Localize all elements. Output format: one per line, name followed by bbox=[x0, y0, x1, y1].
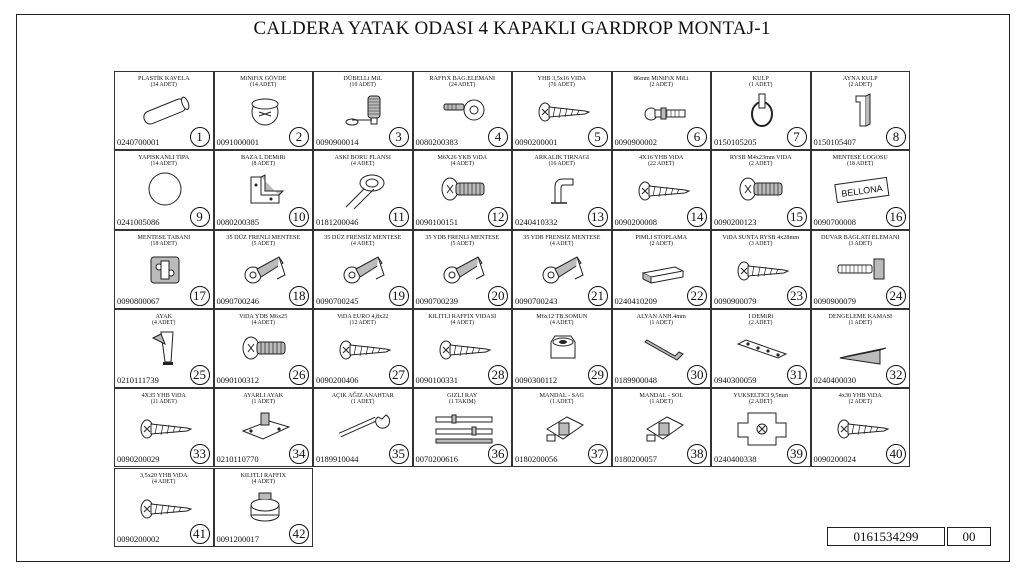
part-code: 0090200024 bbox=[813, 454, 856, 465]
part-name: GIZLI RAY bbox=[447, 392, 478, 400]
part-cell bbox=[313, 388, 413, 467]
part-code: 0090200406 bbox=[316, 375, 359, 386]
part-code: 0090200001 bbox=[515, 137, 558, 148]
part-cell bbox=[214, 150, 314, 229]
hinge-icon bbox=[531, 249, 595, 289]
screw-icon bbox=[730, 249, 794, 289]
part-cell bbox=[114, 230, 214, 309]
nut-icon bbox=[531, 328, 595, 368]
part-cell bbox=[612, 71, 712, 150]
part-cell bbox=[512, 71, 612, 150]
part-name: RAFFiX BAG.ELEMANI bbox=[429, 75, 496, 82]
ring-handle-icon bbox=[730, 90, 794, 130]
part-number-badge: 39 bbox=[787, 444, 807, 464]
part-name: BAZA L DEMiRi bbox=[241, 154, 286, 162]
page-title: CALDERA YATAK ODASI 4 KAPAKLI GARDROP MONTAJ-1 bbox=[253, 18, 771, 39]
part-quantity: (18 ADET) bbox=[847, 161, 874, 168]
part-quantity: (2 ADET) bbox=[749, 319, 773, 326]
part-number-badge: 19 bbox=[389, 286, 409, 306]
part-number-badge: 21 bbox=[588, 286, 608, 306]
part-quantity: (4 ADET) bbox=[152, 319, 176, 326]
cap-icon bbox=[133, 169, 197, 209]
part-number-badge: 23 bbox=[787, 286, 807, 306]
part-code: 0090900014 bbox=[316, 137, 359, 148]
part-cell bbox=[811, 71, 911, 150]
part-number-badge: 2 bbox=[289, 127, 309, 147]
part-code: 0090800067 bbox=[117, 295, 160, 306]
part-name: M6X26 YKB ViDA bbox=[437, 154, 488, 162]
wedge-icon bbox=[830, 328, 894, 368]
revision-number: 00 bbox=[947, 527, 991, 546]
part-cell bbox=[612, 150, 712, 229]
part-quantity: (1 ADET) bbox=[351, 399, 375, 406]
part-cell bbox=[413, 388, 513, 467]
part-number-badge: 8 bbox=[886, 127, 906, 147]
flat-bar-icon bbox=[730, 328, 794, 368]
part-code: 0090900079 bbox=[813, 295, 856, 306]
part-quantity: (1 ADET) bbox=[251, 399, 275, 406]
part-quantity: (4 ADET) bbox=[251, 478, 275, 485]
part-quantity: (3 ADET) bbox=[848, 240, 872, 247]
part-code: 0240410209 bbox=[614, 295, 657, 306]
part-quantity: (4 ADET) bbox=[351, 161, 375, 168]
part-quantity: (4 ADET) bbox=[450, 319, 474, 326]
part-cell bbox=[811, 309, 911, 388]
part-number-badge: 4 bbox=[488, 127, 508, 147]
part-name: KILITLI RAFFIX bbox=[240, 471, 287, 479]
part-cell bbox=[811, 230, 911, 309]
hinge-icon bbox=[233, 249, 297, 289]
part-name: AYNA KULP bbox=[842, 75, 878, 82]
part-name: 4X16 YHB ViDA bbox=[639, 154, 684, 162]
part-cell bbox=[114, 71, 214, 150]
part-cell bbox=[313, 230, 413, 309]
part-number-badge: 11 bbox=[389, 207, 409, 227]
part-code: 0189910044 bbox=[316, 454, 359, 465]
part-code: 0210110770 bbox=[216, 454, 259, 465]
part-quantity: (16 ADET) bbox=[548, 161, 575, 168]
part-name: 35 YDB FRENSİZ MENTESE bbox=[523, 233, 601, 241]
part-number-badge: 1 bbox=[190, 127, 210, 147]
part-cell bbox=[612, 309, 712, 388]
svg-text:BELLONA: BELLONA bbox=[840, 183, 883, 200]
part-number-badge: 5 bbox=[588, 127, 608, 147]
part-name: ViDA SUNTA RYSB 4x28mm bbox=[722, 233, 800, 241]
part-code: 0181200046 bbox=[316, 216, 359, 227]
part-name: KULP bbox=[752, 75, 769, 82]
screw-icon bbox=[133, 487, 197, 527]
part-code: 0090900079 bbox=[714, 295, 757, 306]
hinge-icon bbox=[432, 249, 496, 289]
part-cell bbox=[512, 388, 612, 467]
minifix-bolt-icon bbox=[631, 90, 695, 130]
part-number-badge: 14 bbox=[687, 207, 707, 227]
part-name: ViDA YDB M6x25 bbox=[239, 312, 288, 320]
part-quantity: (4 ADET) bbox=[550, 240, 574, 247]
part-name: DÜBELLi MiL bbox=[343, 75, 383, 82]
part-number-badge: 26 bbox=[289, 365, 309, 385]
part-cell bbox=[512, 230, 612, 309]
part-number-badge: 24 bbox=[886, 286, 906, 306]
part-cell bbox=[114, 150, 214, 229]
part-name: YUKSELTICI 9,5mm bbox=[733, 392, 789, 400]
part-name: PIMLI STOPLAMA bbox=[635, 233, 688, 241]
part-name: 4x30 YHB ViDA bbox=[838, 392, 882, 400]
part-quantity: (4 ADET) bbox=[450, 161, 474, 168]
part-cell bbox=[711, 388, 811, 467]
part-quantity: (76 ADET) bbox=[548, 82, 575, 88]
part-code: 0090700008 bbox=[813, 216, 856, 227]
part-quantity: (1 ADET) bbox=[550, 399, 574, 406]
part-number-badge: 20 bbox=[488, 286, 508, 306]
part-quantity: (24 ADET) bbox=[449, 82, 476, 88]
latch-icon bbox=[631, 407, 695, 447]
wrench-icon bbox=[332, 407, 396, 447]
part-name: 35 YDB FRENLI MENTESE bbox=[425, 233, 500, 241]
part-number-badge: 41 bbox=[190, 524, 210, 544]
part-name: ViDA EURO 4,8x22 bbox=[337, 312, 389, 320]
part-name: YAPISKANLI TIPA bbox=[138, 154, 190, 162]
part-name: MANDAL - SAG bbox=[539, 392, 584, 400]
part-quantity: (5 ADET) bbox=[251, 240, 275, 247]
part-number-badge: 31 bbox=[787, 365, 807, 385]
part-code: 0090700239 bbox=[415, 295, 458, 306]
l-bracket-icon bbox=[233, 169, 297, 209]
part-quantity: (18 ADET) bbox=[150, 240, 177, 247]
part-cell bbox=[612, 388, 712, 467]
part-name: ALYAN ANH.4mm bbox=[636, 312, 686, 320]
part-code: 0240410332 bbox=[515, 216, 558, 227]
part-code: 0090700245 bbox=[316, 295, 359, 306]
dowel-icon bbox=[133, 90, 197, 130]
part-number-badge: 29 bbox=[588, 365, 608, 385]
part-quantity: (1 ADET) bbox=[649, 399, 673, 406]
part-number-badge: 25 bbox=[190, 365, 210, 385]
document-number: 0161534299 bbox=[827, 527, 945, 546]
screw-icon bbox=[830, 407, 894, 447]
part-quantity: (4 ADET) bbox=[351, 240, 375, 247]
part-cell bbox=[512, 309, 612, 388]
part-name: MENTESE LOGOSU bbox=[832, 154, 888, 162]
screw-icon bbox=[133, 407, 197, 447]
part-code: 0240700001 bbox=[117, 137, 160, 148]
part-name: MANDAL - SOL bbox=[639, 392, 684, 400]
part-quantity: (1 ADET) bbox=[649, 319, 673, 326]
part-cell bbox=[114, 468, 214, 547]
part-number-badge: 34 bbox=[289, 444, 309, 464]
stopper-icon bbox=[631, 249, 695, 289]
part-number-badge: 9 bbox=[190, 207, 210, 227]
part-code: 0240400338 bbox=[714, 454, 757, 465]
part-cell bbox=[811, 150, 911, 229]
part-name: KILITLI RAFFIX VIDASI bbox=[428, 312, 497, 320]
part-code: 0940300059 bbox=[714, 375, 757, 386]
part-cell bbox=[214, 309, 314, 388]
latch-icon bbox=[531, 407, 595, 447]
part-code: 0091000001 bbox=[216, 137, 259, 148]
hinge-icon bbox=[332, 249, 396, 289]
part-number-badge: 17 bbox=[190, 286, 210, 306]
part-code: 0150105205 bbox=[714, 137, 757, 148]
part-quantity: (4 ADET) bbox=[550, 319, 574, 326]
part-cell bbox=[214, 388, 314, 467]
part-code: 0090900002 bbox=[614, 137, 657, 148]
part-code: 0150105407 bbox=[813, 137, 856, 148]
riser-plate-icon bbox=[730, 407, 794, 447]
part-quantity: (2 ADET) bbox=[749, 161, 773, 168]
part-cell bbox=[711, 71, 811, 150]
part-quantity: (2 ADET) bbox=[848, 82, 872, 88]
screw-icon bbox=[332, 328, 396, 368]
part-quantity: (1 TAKIM) bbox=[448, 399, 476, 406]
part-name: 35 DÜZ FRENSİZ MENTESE bbox=[324, 233, 402, 241]
hinge-plate-icon bbox=[133, 249, 197, 289]
part-code: 0180200056 bbox=[515, 454, 558, 465]
part-code: 0090300112 bbox=[515, 375, 558, 386]
bolt-icon bbox=[730, 169, 794, 209]
part-name: 35 DÜZ FRENLI MENTESE bbox=[226, 233, 301, 241]
part-cell bbox=[214, 468, 314, 547]
part-code: 0189900048 bbox=[614, 375, 657, 386]
part-number-badge: 16 bbox=[886, 207, 906, 227]
part-name: RYSB M4x23mm VIDA bbox=[729, 154, 792, 162]
part-cell bbox=[413, 230, 513, 309]
part-number-badge: 15 bbox=[787, 207, 807, 227]
part-quantity: (1 ADET) bbox=[749, 82, 773, 88]
drawer-rail-icon bbox=[432, 407, 496, 447]
bolt-icon bbox=[233, 328, 297, 368]
part-code: 0210111739 bbox=[117, 375, 159, 386]
part-number-badge: 3 bbox=[389, 127, 409, 147]
part-code: 0090200002 bbox=[117, 533, 160, 544]
part-name: YHB 3,5x16 VIDA bbox=[537, 75, 587, 82]
part-quantity: (14 ADET) bbox=[250, 82, 277, 88]
part-cell bbox=[214, 71, 314, 150]
part-code: 0090200008 bbox=[614, 216, 657, 227]
hex-key-icon bbox=[631, 328, 695, 368]
part-number-badge: 42 bbox=[289, 524, 309, 544]
part-cell bbox=[214, 230, 314, 309]
part-cell bbox=[711, 150, 811, 229]
part-quantity: (2 ADET) bbox=[749, 399, 773, 406]
screw-icon bbox=[631, 169, 695, 209]
part-cell bbox=[413, 71, 513, 150]
part-number-badge: 6 bbox=[687, 127, 707, 147]
part-quantity: (4 ADET) bbox=[251, 319, 275, 326]
bolt-icon bbox=[432, 169, 496, 209]
part-quantity: (4 ADET) bbox=[152, 478, 176, 485]
part-quantity: (5 ADET) bbox=[450, 240, 474, 247]
part-name: MiNiFiX GÖVDE bbox=[240, 75, 287, 82]
part-code: 0080200385 bbox=[216, 216, 259, 227]
part-name: ARKALIK TIRNAGI bbox=[534, 154, 590, 162]
part-quantity: (2 ADET) bbox=[848, 399, 872, 406]
part-cell bbox=[612, 230, 712, 309]
rail-flange-icon bbox=[332, 169, 396, 209]
part-name: AYARLI AYAK bbox=[243, 392, 284, 400]
logo-plate-icon bbox=[830, 169, 894, 209]
part-name: I DEMiRi bbox=[748, 312, 774, 320]
part-cell bbox=[313, 309, 413, 388]
part-code: 0240400030 bbox=[813, 375, 856, 386]
part-number-badge: 28 bbox=[488, 365, 508, 385]
part-quantity: (8 ADET) bbox=[251, 161, 275, 168]
part-code: 0090700243 bbox=[515, 295, 558, 306]
part-quantity: (2 ADET) bbox=[649, 240, 673, 247]
raffix-icon bbox=[432, 90, 496, 130]
part-number-badge: 36 bbox=[488, 444, 508, 464]
parts-grid bbox=[114, 71, 910, 547]
wall-anchor-icon bbox=[830, 249, 894, 289]
part-code: 0091200017 bbox=[216, 533, 259, 544]
part-name: 4X35 YHB ViDA bbox=[141, 392, 186, 400]
part-number-badge: 40 bbox=[886, 444, 906, 464]
part-cell bbox=[313, 150, 413, 229]
part-quantity: (22 ADET) bbox=[648, 161, 675, 168]
part-name: 3,5x20 YHB ViDA bbox=[139, 471, 188, 479]
part-name: ASKI BORU FLANSI bbox=[334, 154, 391, 162]
part-code: 0090200123 bbox=[714, 216, 757, 227]
part-code: 0090700246 bbox=[216, 295, 259, 306]
part-cell bbox=[313, 71, 413, 150]
back-clip-icon bbox=[531, 169, 595, 209]
part-quantity: (11 ADET) bbox=[150, 399, 177, 406]
part-name: 86mm MiNiFiX MiLi bbox=[633, 75, 689, 82]
part-cell bbox=[114, 388, 214, 467]
part-number-badge: 27 bbox=[389, 365, 409, 385]
part-cell bbox=[413, 309, 513, 388]
dowel-bolt-icon bbox=[332, 90, 396, 130]
part-cell bbox=[711, 309, 811, 388]
part-name: AÇIK AĞIZ ANAHTAR bbox=[331, 392, 394, 400]
mirror-handle-icon bbox=[830, 90, 894, 130]
part-cell bbox=[811, 388, 911, 467]
part-code: 0090100151 bbox=[415, 216, 458, 227]
part-quantity: (14 ADET) bbox=[150, 161, 177, 168]
part-cell bbox=[114, 309, 214, 388]
leg-icon bbox=[133, 328, 197, 368]
part-cell bbox=[711, 230, 811, 309]
part-number-badge: 7 bbox=[787, 127, 807, 147]
cam-lock-icon bbox=[233, 90, 297, 130]
part-number-badge: 33 bbox=[190, 444, 210, 464]
part-quantity: (2 ADET) bbox=[649, 82, 673, 88]
part-code: 0070200616 bbox=[415, 454, 458, 465]
part-number-badge: 37 bbox=[588, 444, 608, 464]
part-number-badge: 12 bbox=[488, 207, 508, 227]
part-name: DUVAR BAGLATI ELEMANI bbox=[820, 233, 900, 241]
part-name: MENTESE TABANI bbox=[137, 233, 191, 241]
part-quantity: (34 ADET) bbox=[150, 82, 177, 88]
part-quantity: (10 ADET) bbox=[349, 82, 376, 88]
part-name: AYAK bbox=[155, 312, 173, 320]
part-quantity: (1 ADET) bbox=[848, 319, 872, 326]
part-cell bbox=[413, 150, 513, 229]
part-code: 0180200057 bbox=[614, 454, 657, 465]
part-code: 0241005086 bbox=[117, 216, 160, 227]
screw-icon bbox=[432, 328, 496, 368]
part-quantity: (3 ADET) bbox=[749, 240, 773, 247]
part-name: M6x12 TB.SOMUN bbox=[536, 312, 588, 320]
screw-icon bbox=[531, 90, 595, 130]
part-number-badge: 35 bbox=[389, 444, 409, 464]
adjustable-foot-icon bbox=[233, 407, 297, 447]
raffix-lock-icon bbox=[233, 487, 297, 527]
part-number-badge: 18 bbox=[289, 286, 309, 306]
part-code: 0090200029 bbox=[117, 454, 160, 465]
part-number-badge: 38 bbox=[687, 444, 707, 464]
part-number-badge: 22 bbox=[687, 286, 707, 306]
part-code: 0080200383 bbox=[415, 137, 458, 148]
part-number-badge: 13 bbox=[588, 207, 608, 227]
part-number-badge: 10 bbox=[289, 207, 309, 227]
part-code: 0090100331 bbox=[415, 375, 458, 386]
part-code: 0090100312 bbox=[216, 375, 259, 386]
part-cell bbox=[512, 150, 612, 229]
part-name: PLASTİK KAVELA bbox=[137, 75, 190, 82]
part-number-badge: 30 bbox=[687, 365, 707, 385]
part-quantity: (12 ADET) bbox=[349, 319, 376, 326]
part-name: DENGELEME KAMASI bbox=[828, 312, 893, 320]
part-number-badge: 32 bbox=[886, 365, 906, 385]
